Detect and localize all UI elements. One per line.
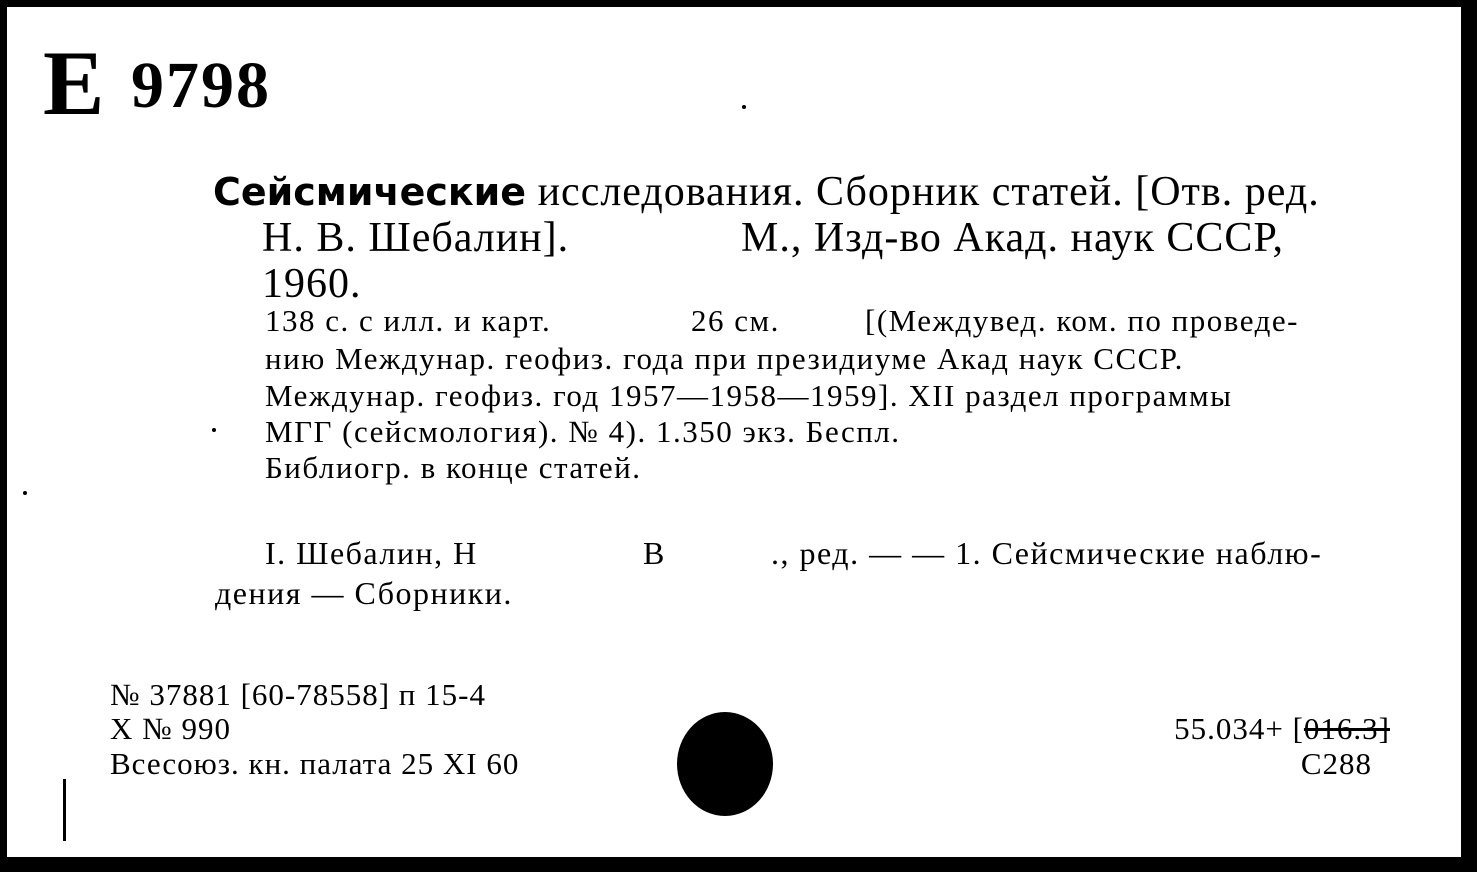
title-line-3: 1960. [262,261,362,307]
description-line-5: Библиогр. в конце статей. [265,450,642,485]
subject-line-1b: В [643,535,666,571]
title-line-1-rest: исследования. Сборник статей. [Отв. ред. [526,169,1320,215]
classification-code: 55.034+ [ [1174,711,1304,746]
subject-line-1a: I. Шебалин, Н [265,535,478,571]
inventory-number: Х № 990 [110,711,231,746]
title-line-2-right: М., Изд-во Акад. наук СССР, [741,215,1285,261]
description-line-3: Междунар. геофиз. год 1957—1958—1959]. XII раздел программы [265,378,1233,413]
margin-pen-stroke [63,779,66,841]
chamber-imprint: Всесоюз. кн. палата 25 XI 60 [110,746,520,781]
title-line-2-left: Н. В. Шебалин]. [262,215,570,261]
class-mark-number: 9798 [131,49,271,122]
description-line-2: нию Междунар. геофиз. года при президиуме Акад наук СССР. [265,341,1184,376]
title-bold-word: Сейсмические [213,170,527,214]
description-line-1a: 138 с. с илл. и карт. [265,303,552,338]
class-mark-letter: Е [43,32,105,134]
ink-speck [212,428,216,432]
subject-line-2: дения — Сборники. [215,575,513,611]
ink-speck [742,105,746,109]
ink-speck [23,491,27,495]
title-line-1 [213,171,1320,213]
description-line-1b: 26 см. [691,303,780,338]
description-line-1c: [(Междувед. ком. по проведе- [865,303,1299,338]
subject-line-1c: ., ред. — — 1. Сейсмические наблю- [771,535,1323,571]
punch-hole-mark [677,712,773,816]
struck-code: 016.3] [1303,711,1390,746]
shelf-code: С288 [1300,746,1372,781]
classification-index [1174,713,1390,744]
registration-number: № 37881 [60-78558] п 15-4 [110,677,486,712]
description-line-4: МГГ (сейсмология). № 4). 1.350 экз. Беспл. [265,414,901,449]
